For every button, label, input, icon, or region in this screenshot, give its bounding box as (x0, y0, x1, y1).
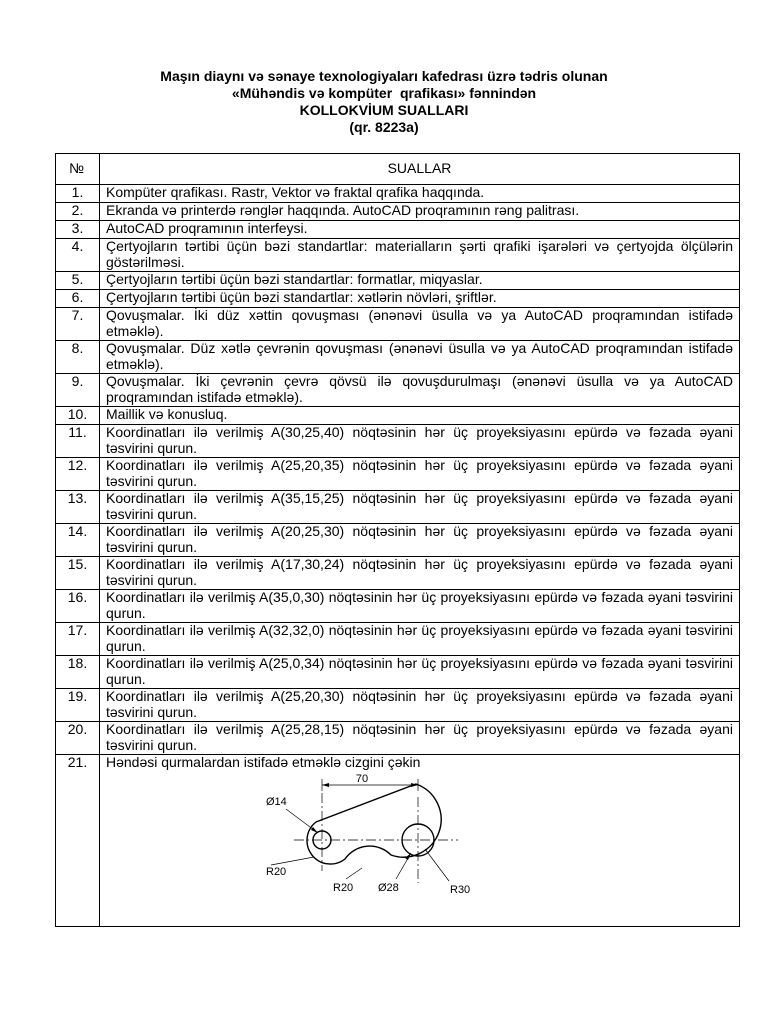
table-header-row (56, 154, 740, 185)
technical-drawing (106, 771, 566, 921)
row-number: 14. (56, 524, 100, 557)
column-header-questions: SUALLAR (100, 154, 740, 185)
table-row (56, 557, 740, 590)
row-question-with-drawing (100, 755, 740, 927)
row-question: Koordinatları ilə verilmiş A(35,15,25) nöqtəsinin hər üç proyeksiyasını epürdə və fəzada əyani təsvirini qurun. (100, 491, 740, 524)
row-number: 4. (56, 239, 100, 272)
header-department: Maşın diaynı və sənaye texnologiyaları kafedrası üzrə tədris olunan (160, 68, 608, 84)
dim-small-hole-label: Ø14 (266, 795, 287, 808)
dim-radius-mid-label: R20 (333, 881, 354, 894)
row-number: 20. (56, 722, 100, 755)
questions-table (55, 153, 740, 927)
table-row (56, 308, 740, 341)
row-number: 6. (56, 290, 100, 308)
row-question: Qovuşmalar. Düz xətlə çevrənin qovuşması (ənənəvi üsulla və ya AutoCAD proqramından istifadə etməklə). (100, 341, 740, 374)
row-number: 21. (56, 755, 100, 927)
row-number: 11. (56, 425, 100, 458)
document-header (0, 68, 768, 136)
row-question: Kompüter qrafikası. Rastr, Vektor və fraktal qrafika haqqında. (100, 185, 740, 203)
table-row (56, 623, 740, 656)
row-number: 18. (56, 656, 100, 689)
row-number: 10. (56, 407, 100, 425)
row-number: 13. (56, 491, 100, 524)
row-question: Koordinatları ilə verilmiş A(30,25,40) nöqtəsinin hər üç proyeksiyasını epürdə və fəzada əyani təsvirini qurun. (100, 425, 740, 458)
table-row (56, 458, 740, 491)
row-number: 3. (56, 221, 100, 239)
row-question: Qovuşmalar. İki çevrənin çevrə qövsü ilə qovuşdurulmaşı (ənənəvi üsulla və ya AutoCAD proqramından istifadə etməklə). (100, 374, 740, 407)
row-question: Maillik və konusluq. (100, 407, 740, 425)
row-number: 7. (56, 308, 100, 341)
dim-radius-left-label: R20 (266, 865, 287, 878)
row-number: 2. (56, 203, 100, 221)
row-question: Çertyojların tərtibi üçün bəzi standartlar: xətlərin növləri, şriftlər. (100, 290, 740, 308)
table-row (56, 491, 740, 524)
row-question: Koordinatları ilə verilmiş A(32,32,0) nöqtəsinin hər üç proyeksiyasını epürdə və fəzada əyani təsvirini qurun. (100, 623, 740, 656)
table-row (56, 590, 740, 623)
dim-large-hole-label: Ø28 (378, 881, 399, 894)
table-row (56, 221, 740, 239)
row-question: Ekranda və printerdə rənglər haqqında. AutoCAD proqramının rəng palitrası. (100, 203, 740, 221)
row-question: Koordinatları ilə verilmiş A(35,0,30) nöqtəsinin hər üç proyeksiyasını epürdə və fəzada əyani təsvirini qurun. (100, 590, 740, 623)
header-subject: «Mühəndis və kompüter qrafikası» fənnindən (231, 85, 537, 101)
table-row (56, 755, 740, 927)
row-question: Qovuşmalar. İki düz xəttin qovuşması (ənənəvi üsulla və ya AutoCAD proqramından istifadə etməklə). (100, 308, 740, 341)
table-row (56, 290, 740, 308)
table-row (56, 407, 740, 425)
dim-radius-right-label: R30 (450, 883, 471, 896)
table-row (56, 689, 740, 722)
row-question: Koordinatları ilə verilmiş A(25,0,34) nöqtəsinin hər üç proyeksiyasını epürdə və fəzada əyani təsvirini qurun. (100, 656, 740, 689)
table-row (56, 185, 740, 203)
row-number: 17. (56, 623, 100, 656)
row-question: Koordinatları ilə verilmiş A(25,28,15) nöqtəsinin hər üç proyeksiyasını epürdə və fəzada əyani təsvirini qurun. (100, 722, 740, 755)
row-number: 19. (56, 689, 100, 722)
row-question: Həndəsi qurmalardan istifadə etməklə cizgini çəkin (106, 754, 421, 770)
row-question: Koordinatları ilə verilmiş A(20,25,30) nöqtəsinin hər üç proyeksiyasını epürdə və fəzada əyani təsvirini qurun. (100, 524, 740, 557)
row-number: 16. (56, 590, 100, 623)
table-row (56, 203, 740, 221)
row-number: 1. (56, 185, 100, 203)
row-question: Çertyojların tərtibi üçün bəzi standartlar: materialların şərti qrafiki işarələri və çertyojda ölçülərin göstərilməsi. (100, 239, 740, 272)
row-number: 9. (56, 374, 100, 407)
table-row (56, 425, 740, 458)
row-question: Çertyojların tərtibi üçün bəzi standartlar: formatlar, miqyaslar. (100, 272, 740, 290)
table-row (56, 524, 740, 557)
table-row (56, 722, 740, 755)
table-row (56, 656, 740, 689)
table-row (56, 341, 740, 374)
table-row (56, 239, 740, 272)
row-number: 12. (56, 458, 100, 491)
header-title: KOLLOKVİUM SUALLARI (299, 102, 469, 118)
header-group: (qr. 8223a) (349, 119, 419, 135)
row-question: Koordinatları ilə verilmiş A(17,30,24) nöqtəsinin hər üç proyeksiyasını epürdə və fəzada əyani təsvirini qurun. (100, 557, 740, 590)
row-question: AutoCAD proqramının interfeysi. (100, 221, 740, 239)
table-row (56, 272, 740, 290)
table-row (56, 374, 740, 407)
row-number: 15. (56, 557, 100, 590)
column-header-number: № (56, 154, 100, 185)
row-question: Koordinatları ilə verilmiş A(25,20,30) nöqtəsinin hər üç proyeksiyasını epürdə və fəzada əyani təsvirini qurun. (100, 689, 740, 722)
row-number: 5. (56, 272, 100, 290)
row-number: 8. (56, 341, 100, 374)
dim-length-label: 70 (355, 772, 369, 785)
row-question: Koordinatları ilə verilmiş A(25,20,35) nöqtəsinin hər üç proyeksiyasını epürdə və fəzada əyani təsvirini qurun. (100, 458, 740, 491)
